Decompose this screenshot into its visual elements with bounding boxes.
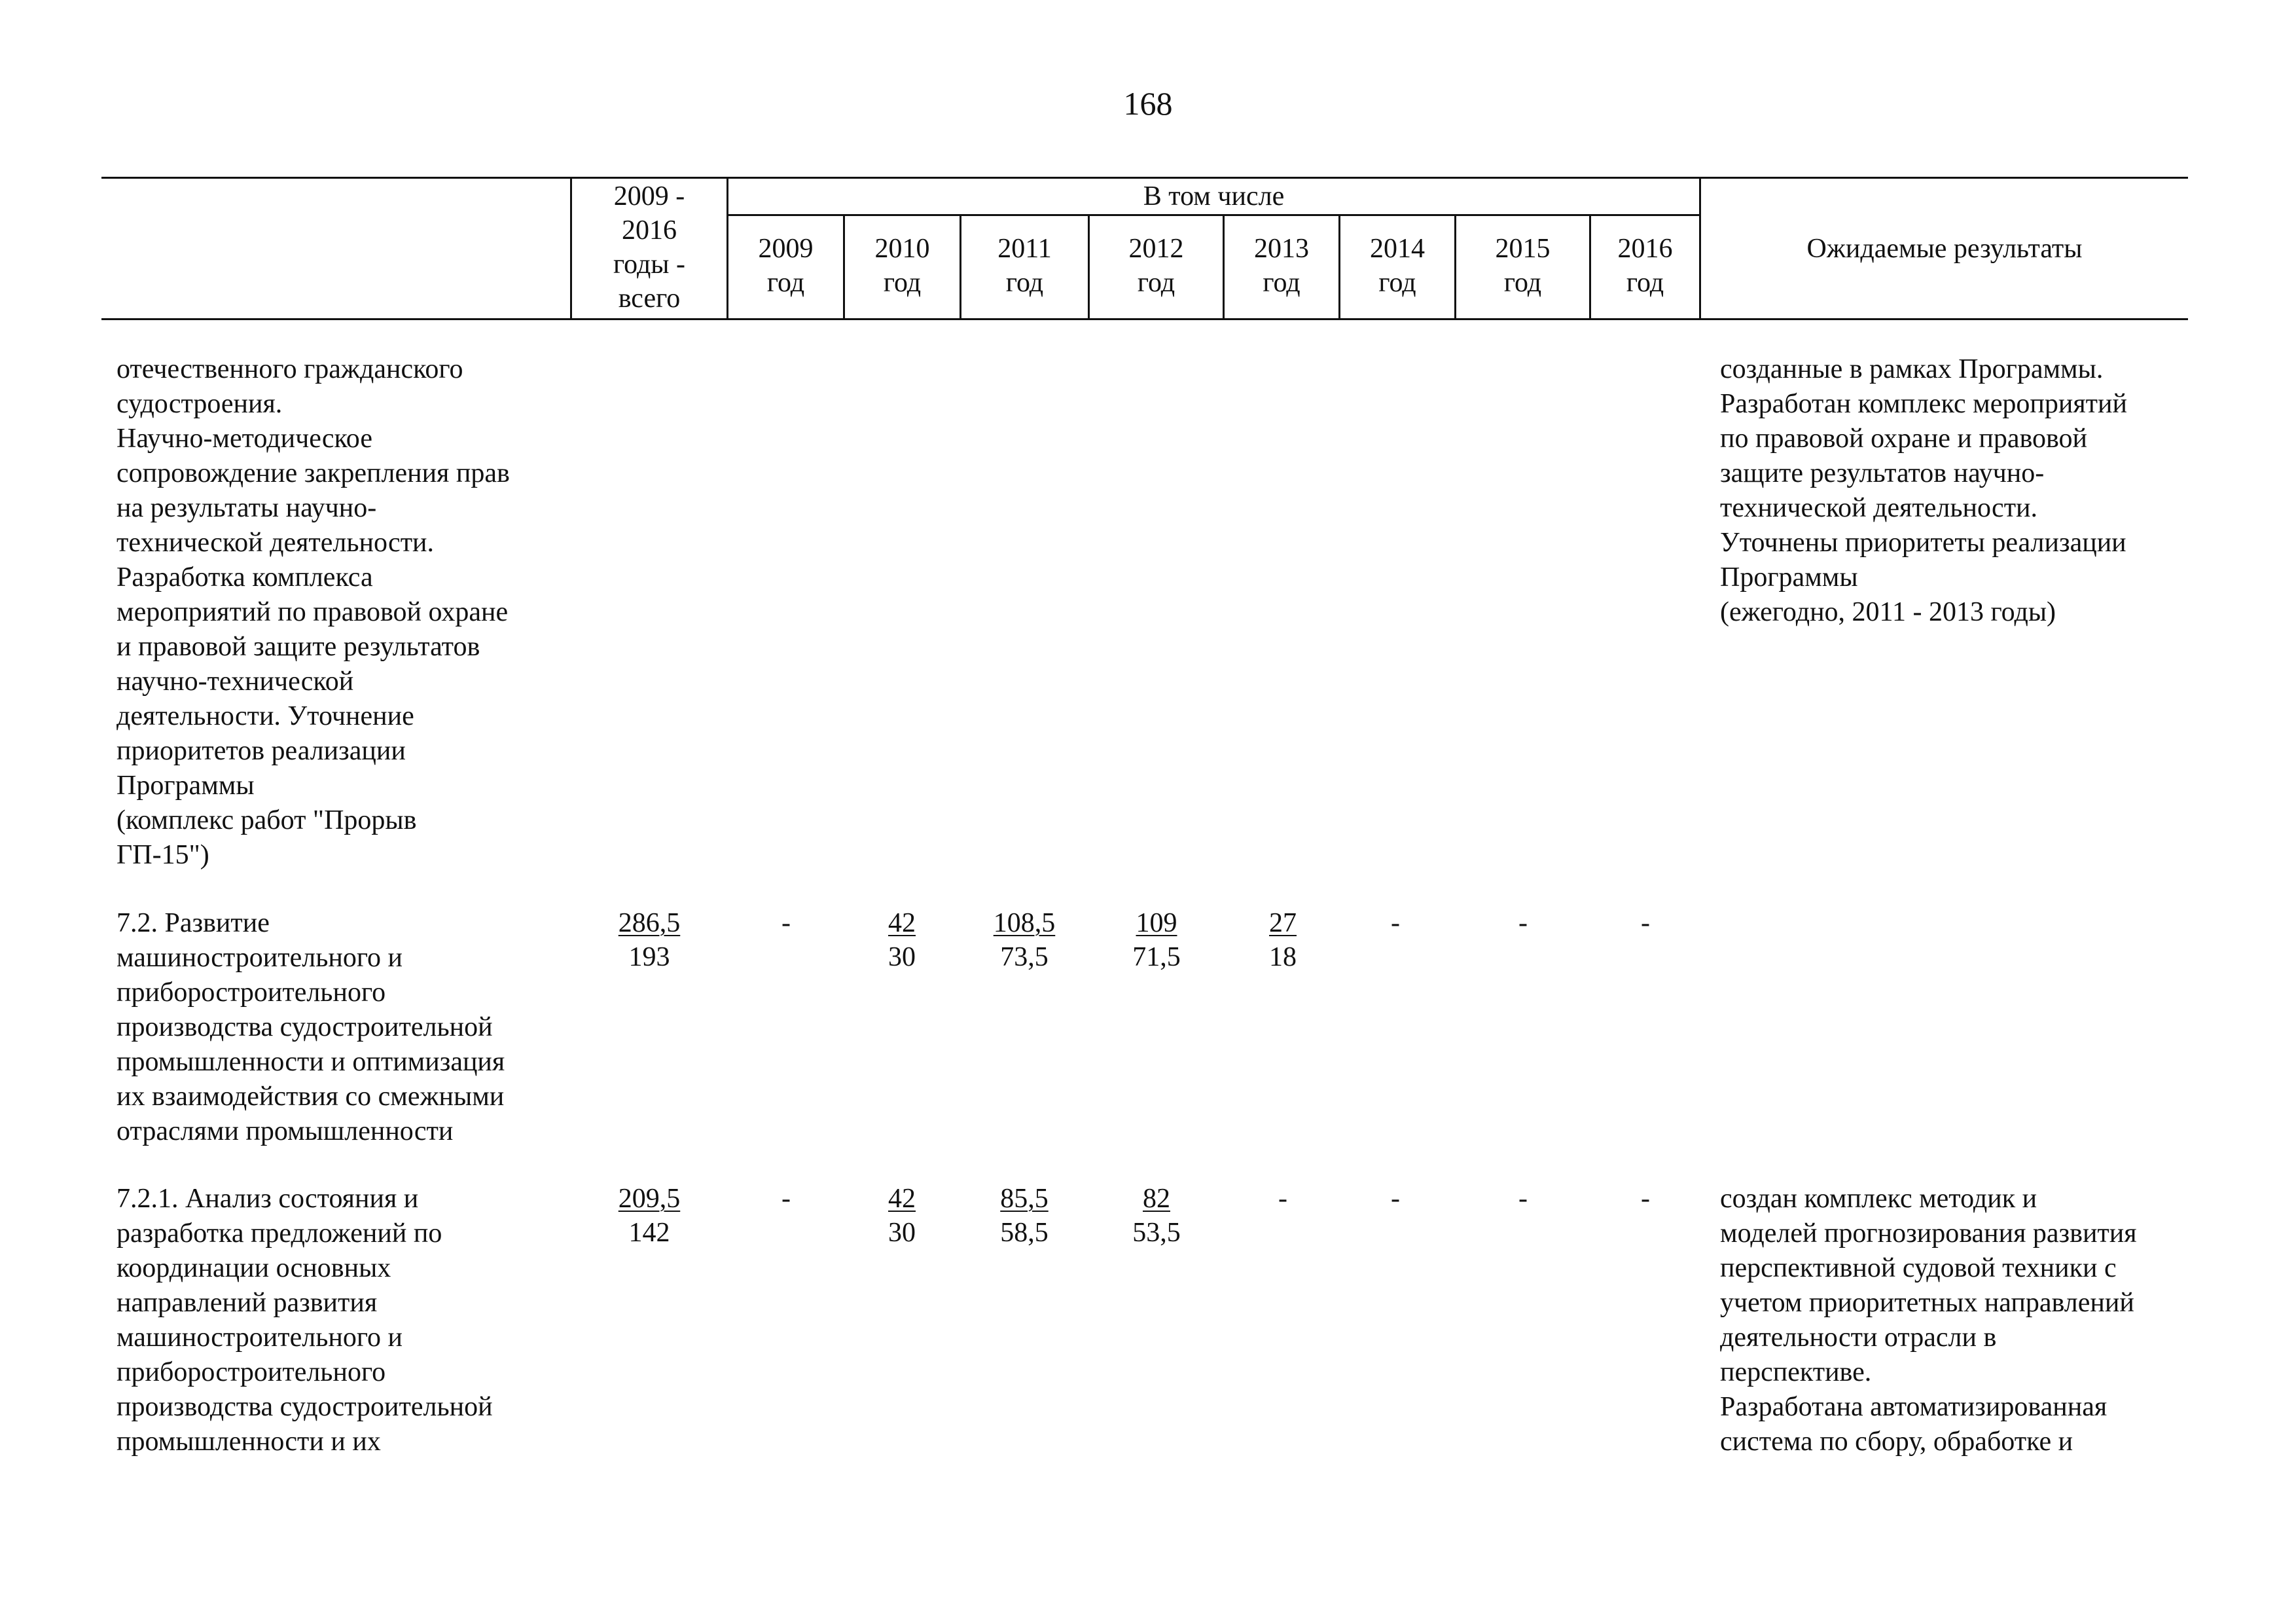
value-numerator: 286,5 [618, 908, 681, 938]
year-header-2013 [1225, 232, 1338, 300]
value-2014: - [1391, 908, 1400, 938]
value-numerator: 85,5 [1000, 1184, 1049, 1214]
group-header: В том числе [1143, 181, 1285, 211]
value-numerator: 82 [1143, 1184, 1170, 1214]
year-label: 2016 [1617, 234, 1673, 264]
year-label: 2010 [874, 234, 930, 264]
year-unit: год [1137, 268, 1175, 298]
year-label: 2014 [1370, 234, 1425, 264]
value-2014: - [1391, 1184, 1400, 1214]
year-label: 2011 [997, 234, 1052, 264]
value-2011 [965, 906, 1083, 974]
value-numerator: 27 [1269, 908, 1297, 938]
row-name: отечественного гражданского судостроения. Научно-методическое сопровождение закрепления прав на результаты научно- технической деятельности. Разработка комплекса мероприятий по правовой охране и правовой защите результатов научно-технической деятельности. Уточнение приоритетов реализации Программы (комплекс работ "Прорыв ГП-15") [117, 354, 510, 870]
value-2009: - [781, 908, 791, 938]
total-value [590, 1182, 708, 1250]
subheader-rule [726, 214, 1699, 216]
year-unit: год [1005, 268, 1044, 298]
year-unit: год [1263, 268, 1300, 298]
row-results: созданные в рамках Программы. Разработан комплекс мероприятий по правовой охране и правовой защите результатов научно- технической деятельности. Уточнены приоритеты реализации Программы (ежегодно, 2011 - 2013 годы) [1720, 354, 2127, 627]
header-bottom-rule [101, 318, 2188, 320]
value-numerator: 109 [1136, 908, 1177, 938]
value-numerator: 42 [888, 908, 916, 938]
row-name: 7.2. Развитие машиностроительного и приборостроительного производства судостроительной промышленности и оптимизация их взаимодействия со смежными отраслями промышленности [117, 908, 505, 1146]
value-denominator: 30 [888, 1218, 916, 1248]
value-2016: - [1641, 908, 1650, 938]
value-denominator: 58,5 [1000, 1218, 1049, 1248]
value-denominator: 73,5 [1000, 942, 1049, 972]
table-header [101, 177, 2188, 320]
value-denominator: 71,5 [1132, 942, 1181, 972]
total-header-line: всего [618, 283, 681, 314]
year-unit: год [766, 268, 805, 298]
value-2010 [843, 1182, 961, 1250]
year-unit: год [1378, 268, 1416, 298]
year-unit: год [1626, 268, 1664, 298]
page-number: 168 [1123, 85, 1173, 122]
year-header-2015 [1456, 232, 1589, 300]
value-denominator: 18 [1269, 942, 1297, 972]
value-2009: - [781, 1184, 791, 1214]
value-numerator: 209,5 [618, 1184, 681, 1214]
value-2013: - [1278, 1184, 1287, 1214]
value-numerator: 108,5 [993, 908, 1056, 938]
total-header-line: годы - [613, 249, 686, 280]
row-name: 7.2.1. Анализ состояния и разработка предложений по координации основных направлений развития машиностроительного и приборостроительного производства судостроительной промышленности и их [117, 1184, 493, 1457]
value-denominator: 142 [628, 1218, 670, 1248]
header-top-rule [101, 177, 2188, 179]
year-header-2012 [1090, 232, 1223, 300]
value-denominator: 30 [888, 942, 916, 972]
year-label: 2015 [1495, 234, 1551, 264]
total-value [590, 906, 708, 974]
total-header-line: 2016 [622, 215, 677, 246]
year-unit: год [883, 268, 922, 298]
total-header-line: 2009 - [613, 181, 685, 211]
year-unit: год [1503, 268, 1542, 298]
value-2012 [1098, 906, 1215, 974]
total-column-header [572, 179, 726, 316]
row-results: создан комплекс методик и моделей прогнозирования развития перспективной судовой техники с учетом приоритетных направлений деятельности отрасли в перспективе. Разработана автоматизированная система по сбору, обработке и [1720, 1184, 2137, 1457]
value-numerator: 42 [888, 1184, 916, 1214]
year-label: 2013 [1254, 234, 1309, 264]
value-2013 [1224, 906, 1342, 974]
value-2015: - [1518, 1184, 1528, 1214]
year-header-2011 [961, 232, 1088, 300]
value-2011 [965, 1182, 1083, 1250]
year-header-2009 [728, 232, 843, 300]
value-2016: - [1641, 1184, 1650, 1214]
year-header-2016 [1591, 232, 1699, 300]
year-header-2010 [845, 232, 960, 300]
year-header-2014 [1340, 232, 1454, 300]
value-denominator: 193 [628, 942, 670, 972]
value-denominator: 53,5 [1132, 1218, 1181, 1248]
value-2012 [1098, 1182, 1215, 1250]
year-label: 2012 [1128, 234, 1184, 264]
value-2010 [843, 906, 961, 974]
year-label: 2009 [758, 234, 814, 264]
value-2015: - [1518, 908, 1528, 938]
results-column-header: Ожидаемые результаты [1806, 234, 2083, 264]
